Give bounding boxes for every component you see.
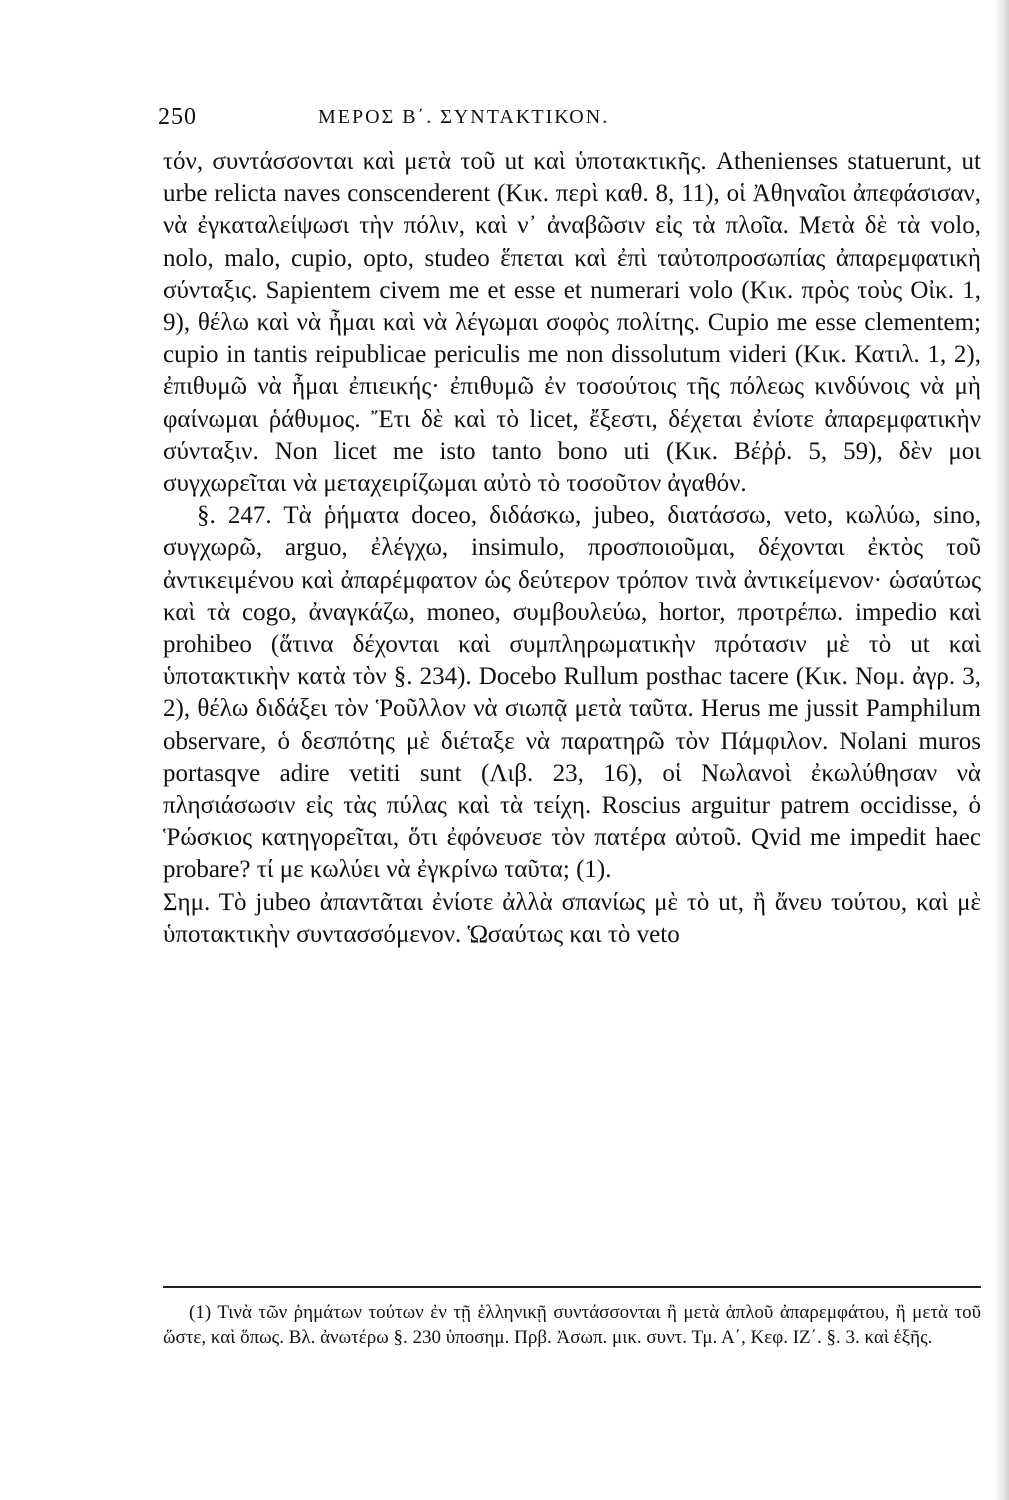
- footnote-divider: [163, 1286, 981, 1288]
- page-number: 250: [158, 104, 197, 130]
- footnote: (1) Τινὰ τῶν ῥημάτων τούτων ἐν τῇ ἑλληνικῇ συντάσσονται ἢ μετὰ ἁπλοῦ ἀπαρεμφάτου, ἢ μετὰ τοῦ ὥστε, καὶ ὅπως. Βλ. ἀνωτέρω §. 230 ὑποσημ. Πρβ. Ἀσωπ. μικ. συντ. Τμ. Α΄, Κεφ. ΙΖ΄. §. 3. καὶ ἑξῆς.: [163, 1302, 981, 1348]
- page-header: [158, 104, 978, 134]
- main-text: [163, 146, 981, 951]
- paragraph-continuation: τόν, συντάσσονται καὶ μετὰ τοῦ ut καὶ ὑποτακτικῆς. Athenienses statuerunt, ut urbe relicta naves conscenderent (Κικ. περὶ καθ. 8, 11), οἱ Ἀθηναῖοι ἀπεφάσισαν, νὰ ἐγκαταλείψωσι τὴν πόλιν, καὶ ν᾽ ἀναβῶσιν εἰς τὰ πλοῖα. Μετὰ δὲ τὰ volo, nolo, malo, cupio, opto, studeo ἕπεται καὶ ἐπὶ ταὐτοπροσωπίας ἀπαρεμφατικὴ σύνταξις. Sapientem civem me et esse et numerari volo (Κικ. πρὸς τοὺς Οἰκ. 1, 9), θέλω καὶ νὰ ἦμαι καὶ νὰ λέγωμαι σοφὸς πολίτης. Cupio me esse clementem; cupio in tantis reipublicae periculis me non dissolutum videri (Κικ. Κατιλ. 1, 2), ἐπιθυμῶ νὰ ἦμαι ἐπιεικής· ἐπιθυμῶ ἐν τοσούτοις τῆς πόλεως κινδύνοις νὰ μὴ φαίνωμαι ῥάθυμος. Ἔτι δὲ καὶ τὸ licet, ἔξεστι, δέχεται ἐνίοτε ἀπαρεμφατικὴν σύνταξιν. Non licet me isto tanto bono uti (Κικ. Βέῤῥ. 5, 59), δὲν μοι συγχωρεῖται νὰ μεταχειρίζωμαι αὐτὸ τὸ τοσοῦτον ἀγαθόν.: [163, 148, 981, 498]
- page-binding-shadow: [995, 0, 1009, 1500]
- note-paragraph: Σημ. Τὸ jubeo ἀπαντᾶται ἐνίοτε ἀλλὰ σπανίως μὲ τὸ ut, ἢ ἄνευ τούτου, καὶ μὲ ὑποτακτικὴν συντασσόμενον. Ὡσαύτως και τὸ veto: [163, 888, 981, 948]
- running-title: ΜΕΡΟΣ Β΄. ΣΥΝΤΑΚΤΙΚΟΝ.: [318, 106, 610, 128]
- section-247-paragraph: §. 247. Τὰ ῥήματα doceo, διδάσκω, jubeo, διατάσσω, veto, κωλύω, sino, συγχωρῶ, arguo, ἐλέγχω, insimulo, προσποιοῦμαι, δέχονται ἐκτὸς τοῦ ἀντικειμένου καὶ ἀπαρέμφατον ὡς δεύτερον τρόπον τινὰ ἀντικείμενον· ὡσαύτως καὶ τὰ cogo, ἀναγκάζω, moneo, συμβουλεύω, hortor, προτρέπω. impedio καὶ prohibeo (ἅτινα δέχονται καὶ συμπληρωματικὴν πρότασιν μὲ τὸ ut καὶ ὑποτακτικὴν κατὰ τὸν §. 234). Docebo Rullum posthac tacere (Κικ. Νομ. ἀγρ. 3, 2), θέλω διδάξει τὸν Ῥοῦλλον νὰ σιωπᾷ μετὰ ταῦτα. Herus me jussit Pamphilum observare, ὁ δεσπότης μὲ διέταξε νὰ παρατηρῶ τὸν Πάμφιλον. Nolani muros portasqve adire vetiti sunt (Λιβ. 23, 16), οἱ Νωλανοὶ ἐκωλύθησαν νὰ πλησιάσωσιν εἰς τὰς πύλας καὶ τὰ τείχη. Roscius arguitur patrem occidisse, ὁ Ῥώσκιος κατηγορεῖται, ὅτι ἐφόνευσε τὸν πατέρα αὐτοῦ. Qvid me impedit haec probare? τί με κωλύει νὰ ἐγκρίνω ταῦτα; (1).: [163, 502, 981, 884]
